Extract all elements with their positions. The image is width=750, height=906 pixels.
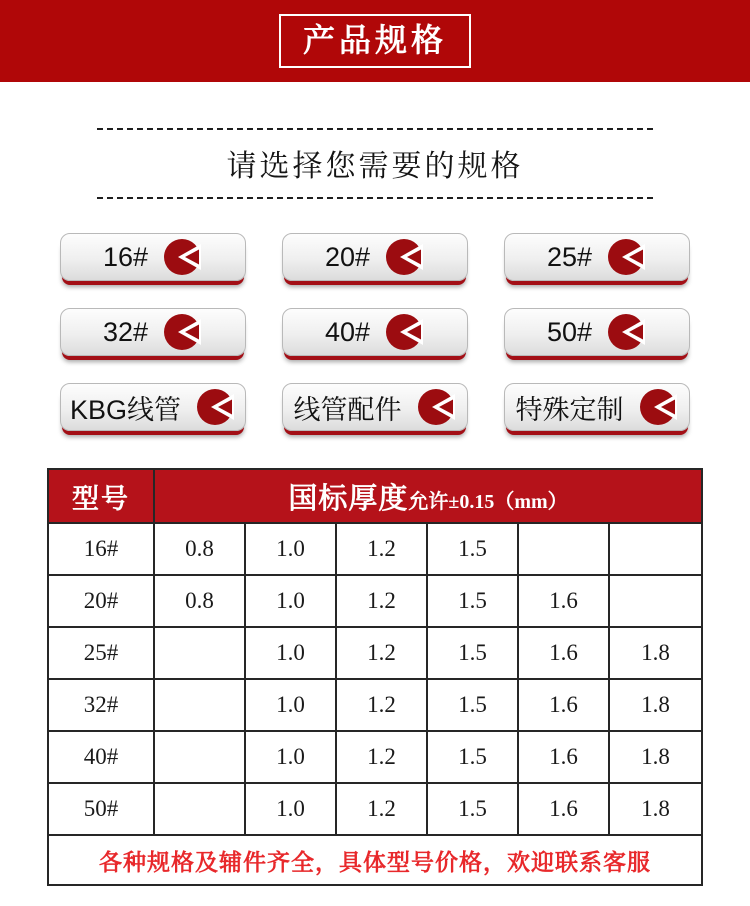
spec-button-custom-order[interactable] <box>504 383 690 431</box>
thickness-cell: 1.2 <box>336 523 427 575</box>
thickness-cell: 1.8 <box>609 731 702 783</box>
spec-button-label: 40# <box>324 316 371 347</box>
thickness-cell <box>154 783 245 835</box>
thickness-cell: 1.8 <box>609 627 702 679</box>
model-cell: 40# <box>48 731 154 783</box>
thickness-cell: 1.2 <box>336 783 427 835</box>
spec-button-50[interactable] <box>504 308 690 356</box>
table-footer-row <box>48 835 702 885</box>
thickness-cell: 1.5 <box>427 575 518 627</box>
thickness-header-main: 国标厚度 <box>288 482 409 515</box>
thickness-cell: 1.5 <box>427 731 518 783</box>
spec-button-label: 20# <box>324 241 371 272</box>
pie-arrow-icon <box>163 312 203 352</box>
thickness-cell: 1.5 <box>427 627 518 679</box>
thickness-cell: 1.0 <box>245 679 336 731</box>
model-cell: 50# <box>48 783 154 835</box>
pie-arrow-icon <box>385 237 425 277</box>
spec-button-32[interactable] <box>60 308 246 356</box>
table-row <box>48 731 702 783</box>
pie-arrow-icon <box>639 387 679 427</box>
table-row <box>48 523 702 575</box>
spec-button-20[interactable] <box>282 233 468 281</box>
thickness-cell: 1.8 <box>609 679 702 731</box>
spec-button-label: 32# <box>102 316 149 347</box>
pie-arrow-icon <box>607 312 647 352</box>
thickness-cell: 1.2 <box>336 731 427 783</box>
model-cell: 16# <box>48 523 154 575</box>
thickness-cell <box>518 523 609 575</box>
spec-button-label: 线管配件 <box>293 394 402 425</box>
thickness-cell <box>154 731 245 783</box>
spec-buttons-grid <box>0 233 750 431</box>
thickness-cell: 0.8 <box>154 575 245 627</box>
spec-button-label: 特殊定制 <box>515 394 624 425</box>
thickness-header-tolerance: 允许±0.15（mm） <box>408 490 568 513</box>
thickness-cell: 1.6 <box>518 627 609 679</box>
spec-selector-section <box>0 128 750 199</box>
table-row <box>48 783 702 835</box>
spec-button-40[interactable] <box>282 308 468 356</box>
table-row <box>48 679 702 731</box>
thickness-cell: 1.6 <box>518 575 609 627</box>
table-header-row <box>48 469 702 523</box>
page-banner <box>0 0 750 82</box>
thickness-cell: 1.5 <box>427 679 518 731</box>
model-cell: 20# <box>48 575 154 627</box>
spec-button-label: KBG线管 <box>69 394 182 425</box>
spec-button-16[interactable] <box>60 233 246 281</box>
pie-arrow-icon <box>607 237 647 277</box>
pie-arrow-icon <box>163 237 203 277</box>
thickness-cell: 1.6 <box>518 679 609 731</box>
spec-button-kbg-conduit[interactable] <box>60 383 246 431</box>
thickness-cell <box>154 679 245 731</box>
spec-button-label: 16# <box>102 241 149 272</box>
thickness-column-header <box>154 469 702 523</box>
thickness-cell: 1.5 <box>427 783 518 835</box>
spec-button-label: 25# <box>546 241 593 272</box>
divider-top <box>97 128 653 130</box>
thickness-cell: 1.5 <box>427 523 518 575</box>
table-row <box>48 575 702 627</box>
thickness-cell: 1.8 <box>609 783 702 835</box>
thickness-cell <box>609 523 702 575</box>
model-cell: 32# <box>48 679 154 731</box>
pie-arrow-icon <box>385 312 425 352</box>
thickness-cell: 1.0 <box>245 523 336 575</box>
model-cell: 25# <box>48 627 154 679</box>
table-row <box>48 627 702 679</box>
thickness-cell: 1.2 <box>336 627 427 679</box>
thickness-cell <box>609 575 702 627</box>
divider-bottom <box>97 197 653 199</box>
thickness-cell: 0.8 <box>154 523 245 575</box>
thickness-cell: 1.2 <box>336 575 427 627</box>
pie-arrow-icon <box>417 387 457 427</box>
thickness-cell: 1.0 <box>245 783 336 835</box>
thickness-cell <box>154 627 245 679</box>
thickness-cell: 1.6 <box>518 731 609 783</box>
thickness-cell: 1.2 <box>336 679 427 731</box>
spec-button-25[interactable] <box>504 233 690 281</box>
thickness-cell: 1.0 <box>245 731 336 783</box>
spec-table <box>47 468 703 886</box>
spec-button-conduit-fittings[interactable] <box>282 383 468 431</box>
model-column-header: 型号 <box>48 469 154 523</box>
thickness-cell: 1.0 <box>245 627 336 679</box>
spec-button-label: 50# <box>546 316 593 347</box>
pie-arrow-icon <box>196 387 236 427</box>
thickness-cell: 1.6 <box>518 783 609 835</box>
thickness-cell: 1.0 <box>245 575 336 627</box>
page-title: 产品规格 <box>279 14 471 67</box>
table-footer-note: 各种规格及辅件齐全，具体型号价格，欢迎联系客服 <box>48 835 702 885</box>
selector-heading: 请选择您需要的规格 <box>226 150 524 183</box>
